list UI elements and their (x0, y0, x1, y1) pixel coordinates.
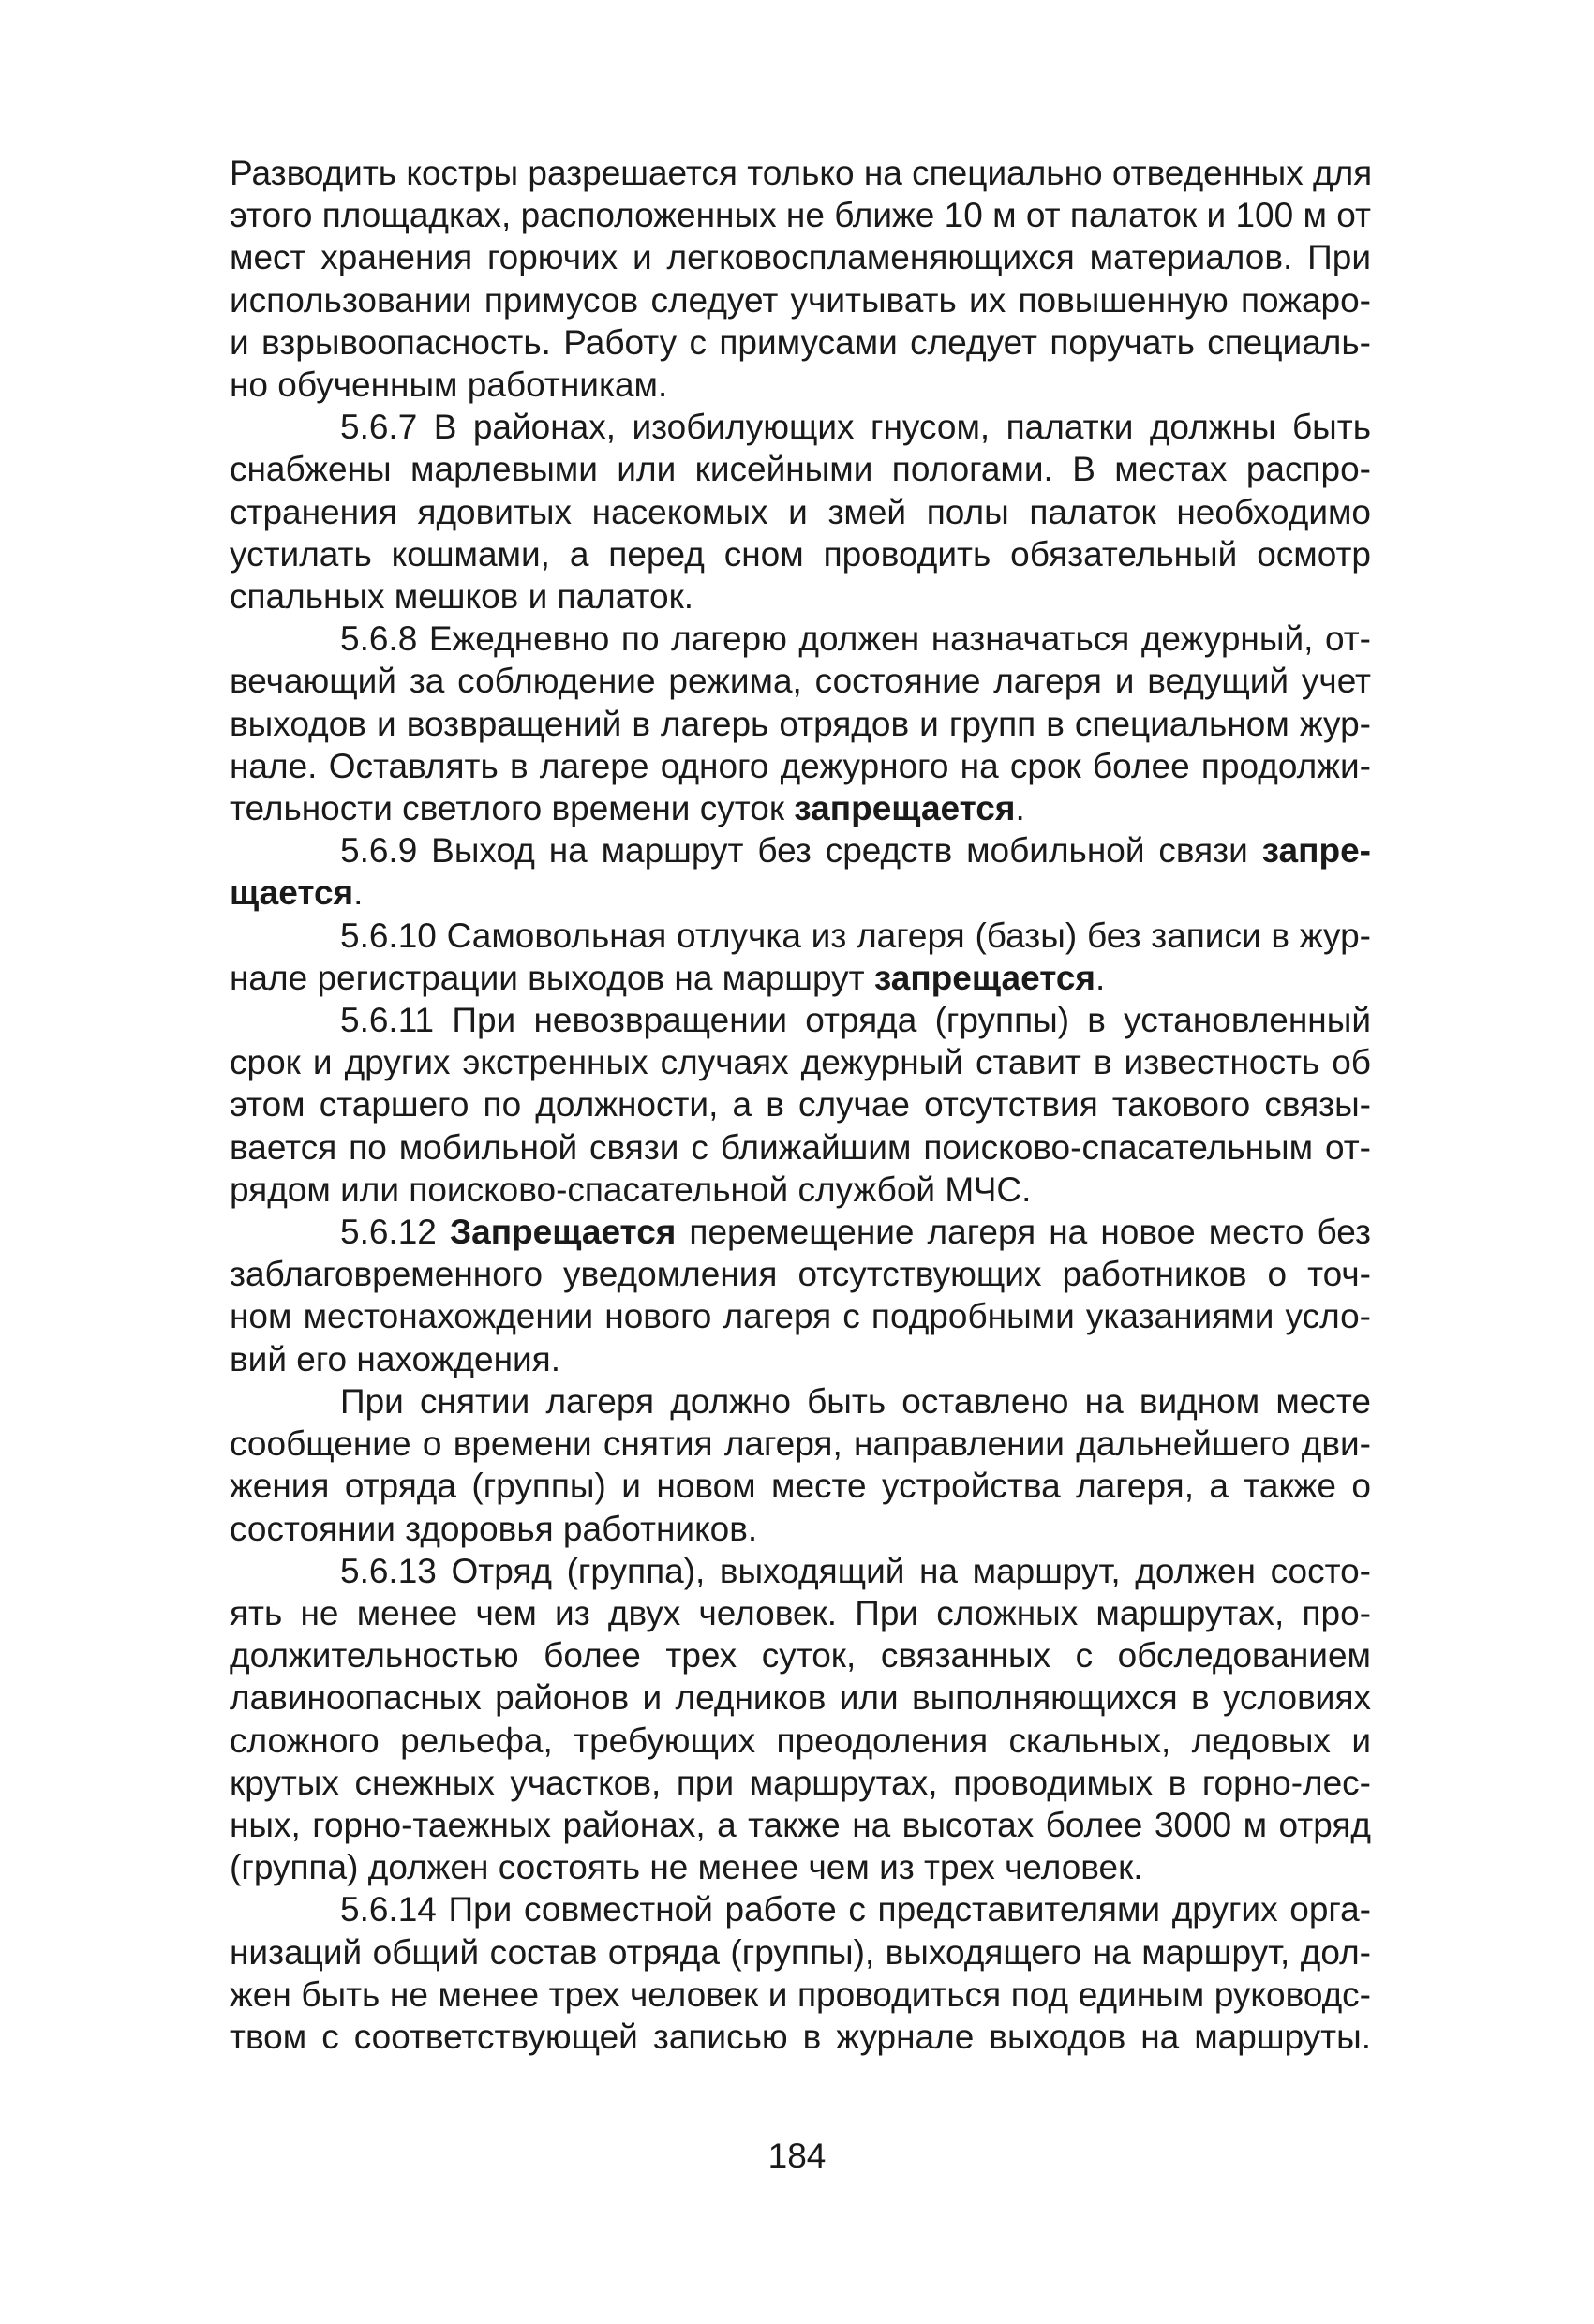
text-span: 5.6.12 (340, 1213, 450, 1252)
text-line: заблаговременного уведомления отсутствующих работников о точ- (230, 1255, 1371, 1294)
text-line: этом старшего по должности, а в случае отсутствия такового связы- (230, 1085, 1371, 1125)
text-line: снабжены марлевыми или кисейными пологами. В местах распро- (230, 450, 1371, 489)
text-span: перемещение лагеря на новое место без (676, 1213, 1371, 1252)
text-span: 5.6.9 Выход на маршрут без средств мобильной связи (340, 831, 1262, 871)
text-line: вий его нахождения. (230, 1339, 560, 1378)
bold-prohibited-text: щается (230, 873, 354, 913)
text-line (230, 872, 1371, 914)
text-line: сообщение о времени снятия лагеря, направлении дальнейшего дви- (230, 1424, 1371, 1464)
text-line: жен быть не менее трех человек и проводиться под единым руководс- (230, 1974, 1371, 2014)
text-span: . (353, 873, 364, 913)
text-line: вечающий за соблюдение режима, состояние лагеря и ведущий учет (230, 662, 1371, 701)
text-line: 5.6.7 В районах, изобилующих гнусом, палатки должны быть (340, 408, 1371, 447)
paragraph-5-6-8 (230, 618, 1371, 829)
bold-prohibited-text: запрещается (873, 958, 1095, 997)
text-line: выходов и возвращений в лагерь отрядов и групп в специальном жур- (230, 704, 1371, 743)
text-line: срок и других экстренных случаях дежурный ставит в известность об (230, 1043, 1371, 1082)
text-line: странения ядовитых насекомых и змей полы палаток необходимо (230, 492, 1371, 531)
text-line: жения отряда (группы) и новом месте устройства лагеря, а также о (230, 1467, 1371, 1506)
text-span: . (1015, 789, 1025, 828)
text-line: ять не менее чем из двух человек. При сложных маршрутах, про- (230, 1593, 1371, 1632)
text-line: При снятии лагеря должно быть оставлено на видном месте (340, 1381, 1371, 1421)
text-line: 5.6.8 Ежедневно по лагерю должен назначаться дежурный, от- (340, 619, 1371, 659)
text-line: и взрывоопасность. Работу с примусами следует поручать специаль- (230, 322, 1371, 362)
text-span: . (1095, 958, 1106, 997)
page-number: 184 (767, 2137, 827, 2175)
text-span: нале регистрации выходов на маршрут (230, 958, 874, 997)
text-line: ных, горно-таежных районах, а также на высотах более 3000 м отряд (230, 1805, 1371, 1844)
text-line (230, 787, 1371, 829)
text-line: рядом или поисково-спасательной службой МЧС. (230, 1169, 1032, 1209)
text-line: этого площадках, расположенных не ближе 10 м от палаток и 100 м от (230, 196, 1371, 235)
text-line: Разводить костры разрешается только на специально отведенных для (230, 154, 1373, 192)
text-line: 5.6.13 Отряд (группа), выходящий на маршрут, должен состо- (340, 1551, 1371, 1590)
paragraph-5-6-9 (230, 829, 1371, 914)
text-line: низаций общий состав отряда (группы), выходящего на маршрут, дол- (230, 1932, 1371, 1972)
text-line: мест хранения горючих и легковоспламеняющихся материалов. При (230, 238, 1371, 277)
text-line: состоянии здоровья работников. (230, 1509, 758, 1548)
text-line (230, 957, 1371, 999)
text-span: тельности светлого времени суток (230, 789, 795, 828)
text-line: 5.6.11 При невозвращении отряда (группы) в установленный (340, 1001, 1371, 1040)
text-line (230, 829, 1371, 872)
text-line: сложного рельефа, требующих преодоления скальных, ледовых и (230, 1721, 1371, 1760)
text-line: (группа) должен состоять не менее чем из трех человек. (230, 1848, 1143, 1887)
text-line: 5.6.14 При совместной работе с представителями других орга- (340, 1890, 1371, 1929)
text-line: 5.6.10 Самовольная отлучка из лагеря (базы) без записи в жур- (340, 916, 1371, 955)
bold-prohibited-text: запре- (1261, 831, 1371, 871)
text-line: использовании примусов следует учитывать их повышенную пожаро- (230, 280, 1371, 320)
paragraph-campfires (230, 152, 1371, 406)
paragraph-camp-removal (230, 1380, 1371, 1550)
text-line: устилать кошмами, а перед сном проводить обязательный осмотр (230, 534, 1371, 574)
text-line: лавиноопасных районов и ледников или выполняющихся в условиях (230, 1678, 1371, 1718)
text-line: но обученным работникам. (230, 365, 668, 405)
text-line: спальных мешков и палаток. (230, 577, 694, 617)
paragraph-5-6-12 (230, 1211, 1371, 1380)
text-line (230, 1211, 1371, 1253)
paragraph-5-6-10 (230, 915, 1371, 999)
paragraph-5-6-13 (230, 1550, 1371, 1889)
text-line: должительностью более трех суток, связанных с обследованием (230, 1636, 1371, 1676)
bold-prohibited-text: запрещается (794, 789, 1016, 828)
paragraph-5-6-7 (230, 406, 1371, 618)
text-line: твом с соответствующей записью в журнале выходов на маршруты. (230, 2017, 1371, 2056)
document-body (230, 152, 1371, 2058)
paragraph-5-6-14 (230, 1888, 1371, 2058)
text-line: вается по мобильной связи с ближайшим поисково-спасательным от- (230, 1127, 1371, 1167)
paragraph-5-6-11 (230, 999, 1371, 1211)
text-line: крутых снежных участков, при маршрутах, проводимых в горно-лес- (230, 1763, 1371, 1802)
bold-prohibited-text: Запрещается (449, 1213, 677, 1252)
text-line: нале. Оставлять в лагере одного дежурного на срок более продолжи- (230, 746, 1371, 785)
text-line: ном местонахождении нового лагеря с подробными указаниями усло- (230, 1297, 1371, 1336)
